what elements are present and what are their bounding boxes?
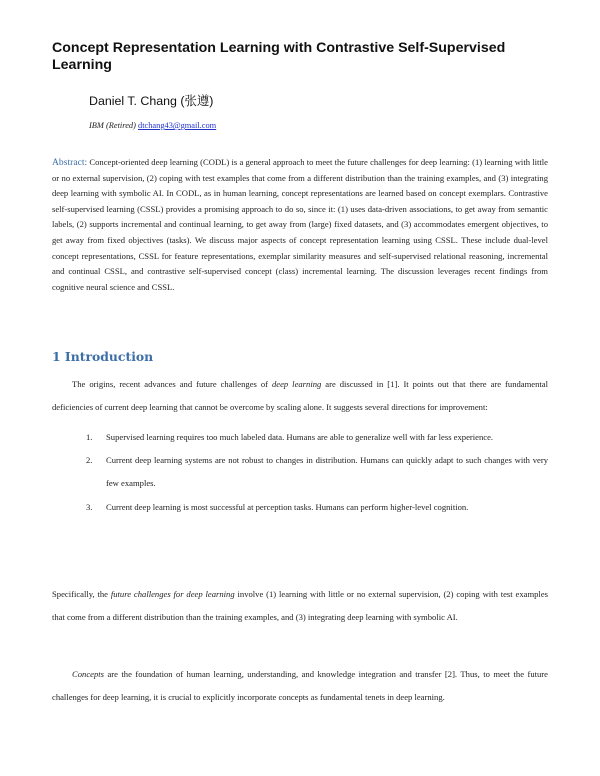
intro-p2-emphasis: future challenges for deep learning [110,589,235,599]
intro-paragraph-2 [52,583,548,629]
abstract-text: Concept-oriented deep learning (CODL) is a general approach to meet the future challenges for deep learning: (1) learning with little or no external supervision, (2) coping with test examples that come from a different distribution than the training examples, and (3) integrating deep learning with symbolic AI. In CODL, as in human learning, concept representations are learned based on concept exemplars. Contrastive self-supervised learning (CSSL) provides a promising approach to do so, since it: (1) uses data-driven associations, to get away from semantic labels, (2) supports incremental and continual learning, to get away from (large) fixed datasets, and (3) accommodates emergent objectives, to get away from fixed objectives (tasks). We discuss major aspects of concept representation learning using CSSL. These include dual-level concept representations, CSSL for feature representations, exemplar similarity measures and self-supervised relational reasoning, incremental and continual CSSL, and contrastive self-supervised concept (class) incremental learning. The discussion leverages recent findings from cognitive neural science and CSSL. [52,157,548,292]
abstract-label: Abstract: [52,157,88,168]
list-item-number: 1. [86,432,93,442]
paper-title: Concept Representation Learning with Contrastive Self-Supervised Learning [52,40,506,73]
list-item-text: Current deep learning is most successful at perception tasks. Humans can perform higher-level cognition. [106,501,469,512]
list-item [72,496,548,519]
intro-p2-text-a: Specifically, the [52,589,111,599]
list-item-text: Supervised learning requires too much labeled data. Humans are able to generalize well with far less experience. [106,432,494,442]
intro-p3-emphasis: Concepts [72,669,104,679]
list-item-number: 3. [86,501,93,512]
affiliation-label: IBM (Retired) [89,121,136,130]
list-item [72,449,548,495]
list-item-text: Current deep learning systems are not robust to changes in distribution. Humans can quickly adapt to such changes with very few examples. [106,455,548,489]
intro-p1-text-a: The origins, recent advances and future challenges of [72,379,272,389]
intro-p1-text-b: are discussed in [1]. It points out that there are fundamental deficiencies of current deep learning that cannot be overcome by scaling alone. It suggests several directions for improvement: [52,379,549,413]
author-name: Daniel T. Chang (张遵) [89,94,214,108]
intro-p1-emphasis: deep learning [271,379,322,389]
intro-p2-text-b: involve (1) learning with little or no external supervision, (2) coping with test examples that come from a different distribution than the training examples, and (3) integrating deep learning with symbolic AI. [52,589,548,623]
list-item [72,426,548,449]
section-heading-introduction: 1 Introduction [52,349,154,364]
intro-paragraph-1 [52,373,548,419]
intro-paragraph-3 [52,663,548,709]
intro-p3-text: are the foundation of human learning, understanding, and knowledge integration and transfer [2]. Thus, to meet the future challenges for deep learning, it is crucial to explicitly incorporate concepts as fundamental tenets in deep learning. [52,669,548,703]
abstract [52,155,548,295]
author-affiliation [89,121,216,130]
improvement-list [72,426,548,519]
email-link[interactable]: dtchang43@gmail.com [138,121,217,130]
list-item-number: 2. [86,455,93,466]
